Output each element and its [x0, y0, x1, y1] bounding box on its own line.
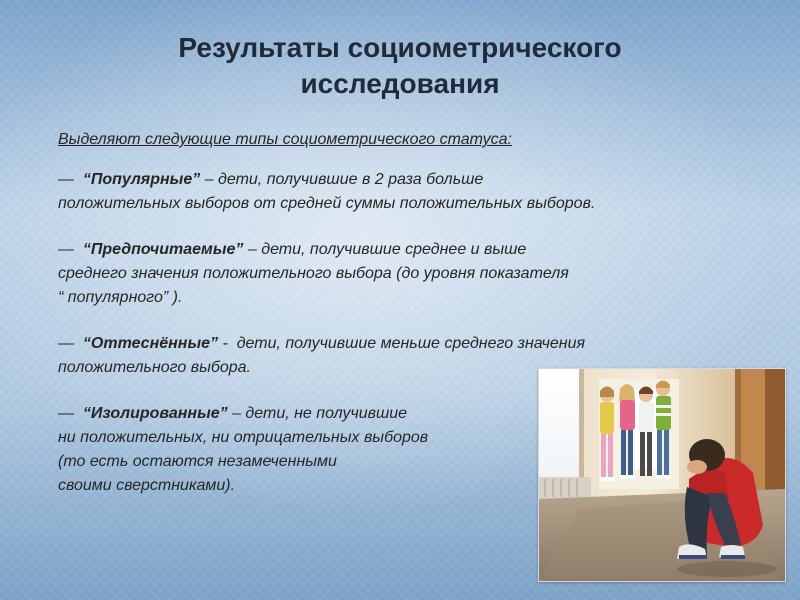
status-description: – дети, не получившие: [227, 405, 408, 422]
dash: —: [58, 405, 74, 422]
status-term: “Оттеснённые”: [82, 335, 219, 352]
status-item-preferred: [58, 238, 738, 310]
dash: —: [58, 171, 74, 188]
photo-illustration: [539, 369, 785, 581]
status-description: – дети, получившие среднее и выше: [243, 241, 527, 258]
intro-text: Выделяют следующие типы социометрического статуса:: [58, 131, 512, 148]
status-item-line: своими сверстниками).: [58, 477, 236, 494]
dash: —: [58, 241, 74, 258]
slide-title: [0, 30, 800, 102]
status-item-line: положительного выбора.: [58, 359, 251, 376]
status-description: - дети, получившие меньше среднего значения: [218, 335, 586, 352]
status-term: “Изолированные”: [82, 405, 228, 422]
slide-title-line-1: Результаты социометрического: [178, 32, 622, 63]
dash: —: [58, 335, 74, 352]
status-item-line: среднего значения положительного выбора (до уровня показателя: [58, 265, 569, 282]
status-term: “Популярные”: [82, 171, 201, 188]
status-item-popular: [58, 168, 738, 216]
status-item-line: “ популярного” ).: [58, 289, 183, 306]
status-item-line: [58, 238, 738, 262]
status-term: “Предпочитаемые”: [82, 241, 244, 258]
isolated-child-photo: [538, 368, 786, 582]
status-description: – дети, получившие в 2 раза больше: [200, 171, 484, 188]
status-item-line: [58, 168, 738, 192]
status-item-line: (то есть остаются незамеченными: [58, 453, 337, 470]
slide-title-line-2: исследования: [300, 68, 500, 99]
status-item-line: [58, 332, 738, 356]
status-item-line: положительных выборов от средней суммы положительных выборов.: [58, 195, 596, 212]
status-item-line: ни положительных, ни отрицательных выборов: [58, 429, 429, 446]
